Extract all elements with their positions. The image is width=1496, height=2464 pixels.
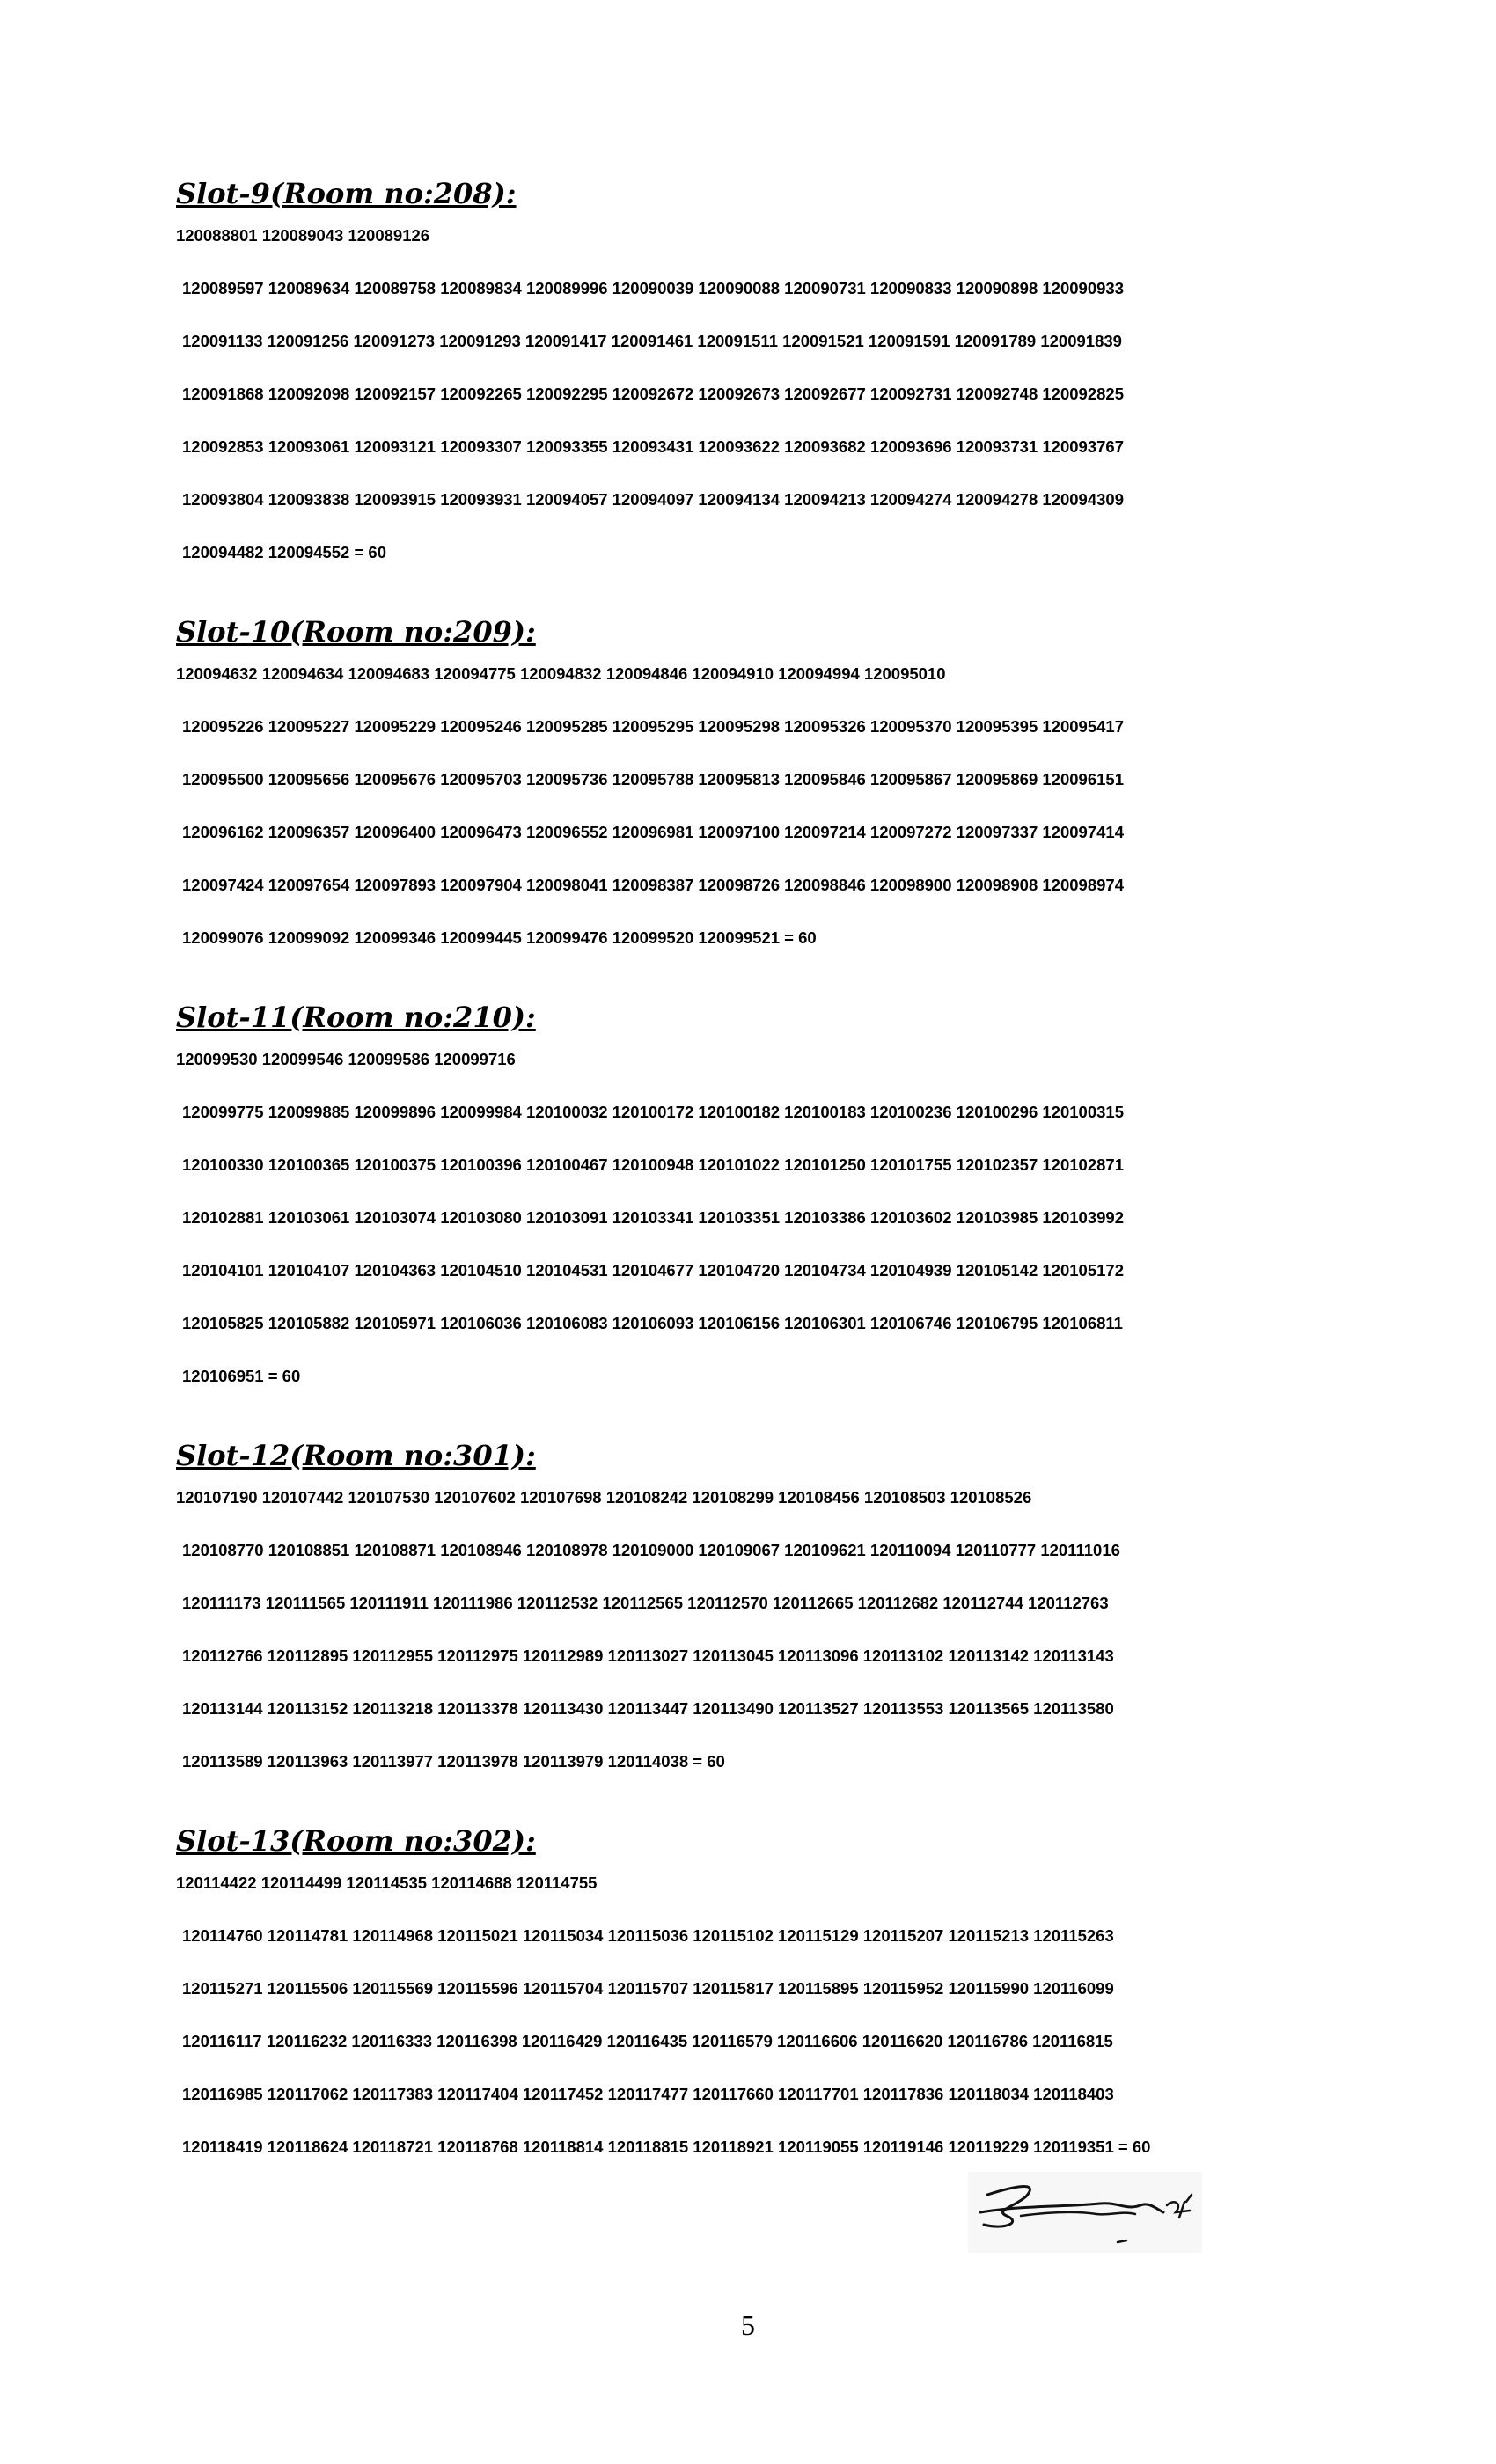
roll-number-line: 120108770 120108851 120108871 120108946 120108978 120109000 120109067 120109621 120110094 120110777 120111016 [182,1541,1120,1559]
roll-number-line: 120092853 120093061 120093121 120093307 120093355 120093431 120093622 120093682 120093696 120093731 120093767 [182,437,1124,456]
roll-number-line: 120114422 120114499 120114535 120114688 120114755 [176,1874,598,1892]
handwritten-signature-icon [968,2172,1202,2253]
roll-number-line: 120102881 120103061 120103074 120103080 120103091 120103341 120103351 120103386 120103602 120103985 120103992 [182,1208,1124,1227]
roll-number-line: 120094482 120094552 = 60 [182,543,386,561]
roll-number-line: 120111173 120111565 120111911 120111986 120112532 120112565 120112570 120112665 120112682 120112744 120112763 [182,1594,1109,1612]
roll-number-line: 120089597 120089634 120089758 120089834 120089996 120090039 120090088 120090731 120090833 120090898 120090933 [182,279,1124,297]
roll-number-line: 120095500 120095656 120095676 120095703 120095736 120095788 120095813 120095846 120095867 120095869 120096151 [182,770,1124,788]
roll-number-line: 120094632 120094634 120094683 120094775 120094832 120094846 120094910 120094994 120095010 [176,664,946,683]
roll-number-line: 120097424 120097654 120097893 120097904 120098041 120098387 120098726 120098846 120098900 120098908 120098974 [182,876,1124,894]
roll-number-line: 120113589 120113963 120113977 120113978 120113979 120114038 = 60 [182,1752,725,1771]
roll-number-line: 120112766 120112895 120112955 120112975 120112989 120113027 120113045 120113096 120113102 120113142 120113143 [182,1646,1114,1665]
slot-heading: Slot-12(Room no:301): [176,1439,536,1472]
roll-number-line: 120091133 120091256 120091273 120091293 120091417 120091461 120091511 120091521 120091591 120091789 120091839 [182,332,1122,350]
slot-section-10 [176,614,1355,964]
slot-heading: Slot-9(Room no:208): [176,177,517,210]
roll-number-line: 120093804 120093838 120093915 120093931 120094057 120094097 120094134 120094213 120094274 120094278 120094309 [182,490,1124,509]
roll-number-line: 120100330 120100365 120100375 120100396 120100467 120100948 120101022 120101250 120101755 120102357 120102871 [182,1155,1124,1174]
roll-number-line: 120095226 120095227 120095229 120095246 120095285 120095295 120095298 120095326 120095370 120095395 120095417 [182,717,1124,736]
roll-number-line: 120116985 120117062 120117383 120117404 120117452 120117477 120117660 120117701 120117836 120118034 120118403 [182,2085,1114,2103]
roll-number-line: 120099530 120099546 120099586 120099716 [176,1050,516,1068]
roll-number-line: 120099076 120099092 120099346 120099445 120099476 120099520 120099521 = 60 [182,928,817,947]
roll-number-line: 120107190 120107442 120107530 120107602 120107698 120108242 120108299 120108456 120108503 120108526 [176,1488,1032,1507]
slot-section-12 [176,1438,1355,1788]
roll-number-line: 120105825 120105882 120105971 120106036 120106083 120106093 120106156 120106301 120106746 120106795 120106811 [182,1314,1123,1332]
slot-heading: Slot-11(Room no:210): [176,1001,536,1034]
roll-number-line: 120091868 120092098 120092157 120092265 120092295 120092672 120092673 120092677 120092731 120092748 120092825 [182,385,1124,403]
slot-heading: Slot-10(Room no:209): [176,615,536,649]
slot-section-11 [176,1000,1355,1403]
roll-number-line: 120114760 120114781 120114968 120115021 120115034 120115036 120115102 120115129 120115207 120115213 120115263 [182,1926,1114,1945]
roll-number-line: 120088801 120089043 120089126 [176,226,430,245]
roll-number-line: 120118419 120118624 120118721 120118768 120118814 120118815 120118921 120119055 120119146 120119229 120119351 = 60 [182,2138,1151,2156]
roll-number-line: 120113144 120113152 120113218 120113378 120113430 120113447 120113490 120113527 120113553 120113565 120113580 [182,1699,1114,1718]
page-number: 5 [741,2309,755,2341]
slot-section-13 [176,1823,1355,2174]
roll-number-line: 120096162 120096357 120096400 120096473 120096552 120096981 120097100 120097214 120097272 120097337 120097414 [182,823,1124,841]
roll-number-line: 120099775 120099885 120099896 120099984 120100032 120100172 120100182 120100183 120100236 120100296 120100315 [182,1103,1124,1121]
roll-number-line: 120116117 120116232 120116333 120116398 120116429 120116435 120116579 120116606 120116620 120116786 120116815 [182,2032,1113,2050]
slot-heading: Slot-13(Room no:302): [176,1824,536,1858]
slot-section-9 [176,176,1355,579]
roll-number-line: 120115271 120115506 120115569 120115596 120115704 120115707 120115817 120115895 120115952 120115990 120116099 [182,1979,1114,1998]
roll-number-line: 120104101 120104107 120104363 120104510 120104531 120104677 120104720 120104734 120104939 120105142 120105172 [182,1261,1124,1280]
roll-number-line: 120106951 = 60 [182,1367,301,1385]
